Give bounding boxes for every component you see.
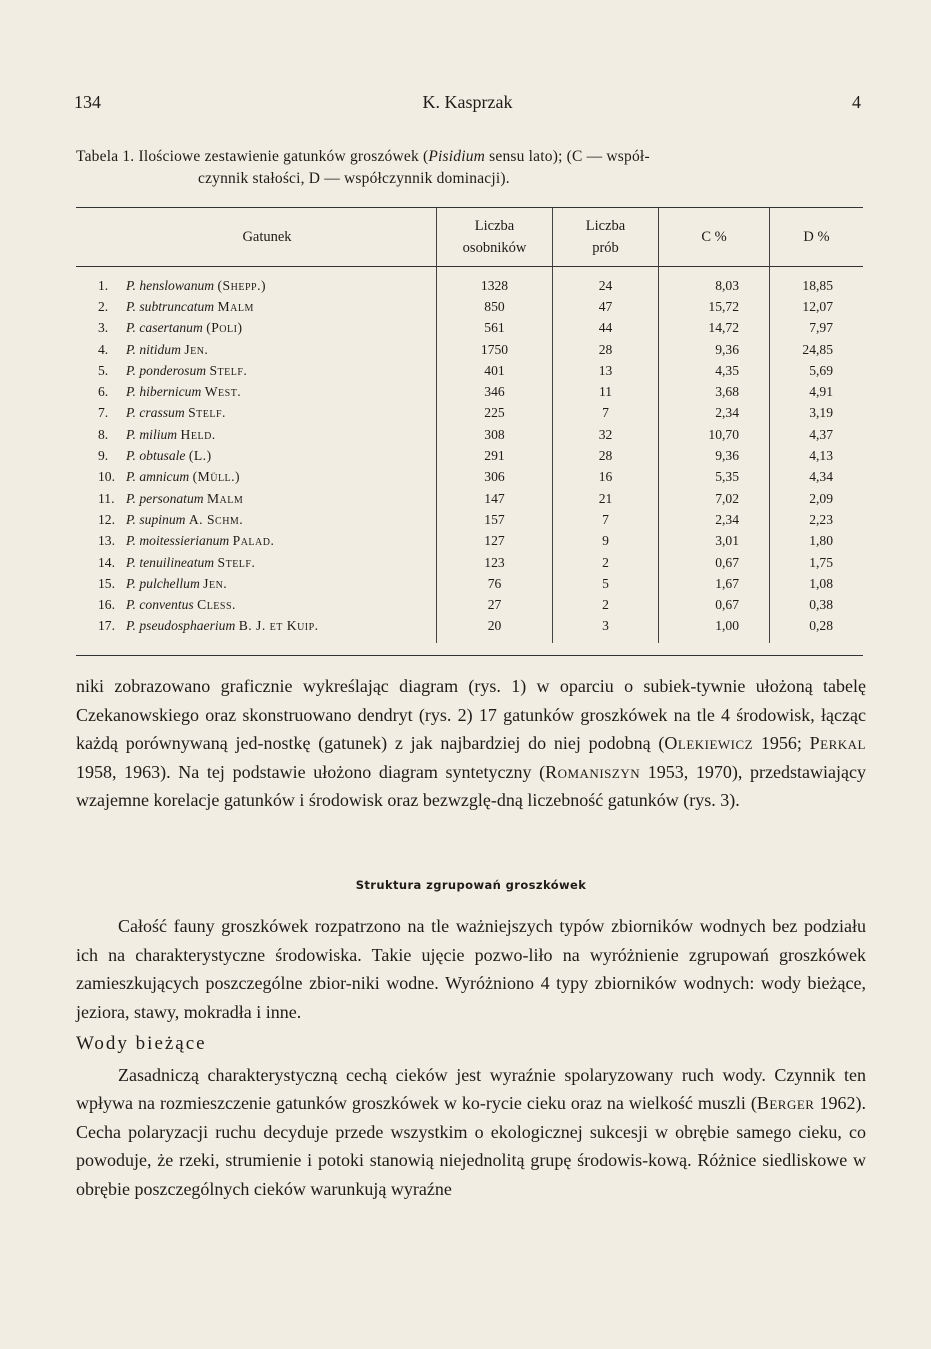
species-author: Malm — [206, 490, 244, 506]
species-name: pulchellum — [139, 575, 200, 591]
d-percent-cell: 24,85 — [770, 339, 864, 360]
d-percent-cell: 4,13 — [770, 445, 864, 466]
d-percent-cell: 3,19 — [770, 403, 864, 424]
c-percent-cell: 4,35 — [659, 360, 770, 381]
c-percent-cell: 5,35 — [659, 467, 770, 488]
samples-cell: 9 — [553, 531, 659, 552]
samples-cell: 7 — [553, 509, 659, 530]
species-name: hibernicum — [139, 384, 202, 400]
c-percent-cell: 15,72 — [659, 296, 770, 317]
species-name: supinum — [139, 511, 186, 527]
species-cell — [76, 616, 437, 643]
species-cell — [76, 381, 437, 402]
d-percent-cell: 5,69 — [770, 360, 864, 381]
species-name: ponderosum — [139, 362, 207, 378]
table-row — [76, 531, 863, 552]
individuals-cell: 123 — [437, 552, 553, 573]
species-name: henslowanum — [139, 277, 215, 293]
species-cell — [76, 552, 437, 573]
d-percent-cell: 2,23 — [770, 509, 864, 530]
species-author: Cless. — [197, 597, 236, 613]
genus: P. — [126, 298, 136, 314]
table-header-row — [76, 208, 863, 267]
species-cell — [76, 467, 437, 488]
individuals-cell: 20 — [437, 616, 553, 643]
c-percent-cell: 9,36 — [659, 339, 770, 360]
c-percent-cell: 1,00 — [659, 616, 770, 643]
species-author: Stelf. — [188, 405, 226, 421]
d-percent-cell: 12,07 — [770, 296, 864, 317]
individuals-cell: 561 — [437, 318, 553, 339]
species-author: Stelf. — [217, 554, 256, 570]
d-percent-cell: 7,97 — [770, 318, 864, 339]
species-table — [76, 207, 863, 643]
individuals-cell: 308 — [437, 424, 553, 445]
species-cell — [76, 445, 437, 466]
samples-cell: 7 — [553, 403, 659, 424]
caption-text-1: Tabela 1. Ilościowe zestawienie gatunków groszówek ( — [76, 148, 429, 165]
table-row — [76, 467, 863, 488]
individuals-cell: 850 — [437, 296, 553, 317]
samples-cell: 16 — [553, 467, 659, 488]
running-author: K. Kasprzak — [422, 92, 513, 112]
species-author: (Müll.) — [192, 469, 241, 485]
genus: P. — [126, 362, 136, 378]
species-name: conventus — [139, 597, 194, 613]
species-name: nitidum — [139, 341, 181, 357]
samples-cell: 5 — [553, 573, 659, 594]
c-percent-cell: 8,03 — [659, 267, 770, 297]
species-name: subtruncatum — [139, 298, 215, 314]
d-percent-cell: 4,37 — [770, 424, 864, 445]
species-cell — [76, 531, 437, 552]
c-percent-cell: 3,01 — [659, 531, 770, 552]
individuals-cell: 346 — [437, 381, 553, 402]
species-name: crassum — [139, 405, 185, 421]
c-percent-cell: 1,67 — [659, 573, 770, 594]
paragraph-3: Zasadniczą charakterystyczną cechą cieków jest wyraźnie spolaryzowany ruch wody. Czynnik ten wpływa na rozmieszczenie gatunków groszkówek w ko-rycie cieku oraz na wielkość muszli (Berger 1962). Cecha polaryzacji ruchu decyduje przede wszystkim o ekologicznej sukcesji w obrębie samego cieku, co powoduje, że rzeki, strumienie i potoki stanowią niejednolitą grupę środowis-kową. Różnice siedliskowe w obrębie poszczególnych cieków warunkują wyraźne — [76, 1064, 866, 1199]
row-number: 13. — [98, 533, 115, 549]
page-number: 134 — [74, 92, 101, 112]
subheading: Wody bieżące — [76, 1033, 207, 1054]
citation-author: Romaniszyn — [545, 761, 641, 782]
genus: P. — [126, 405, 136, 421]
table-row — [76, 296, 863, 317]
species-cell — [76, 509, 437, 530]
individuals-cell: 291 — [437, 445, 553, 466]
caption-text-2: sensu lato); (C — współ- — [485, 148, 650, 165]
species-author: (Poli) — [206, 320, 243, 336]
row-number: 12. — [98, 511, 115, 527]
individuals-cell: 225 — [437, 403, 553, 424]
citation-author: Olekiewicz — [664, 733, 754, 753]
individuals-cell: 1328 — [437, 267, 553, 297]
table-row — [76, 594, 863, 615]
species-author: B. J. et Kuip. — [238, 618, 319, 634]
table-row — [76, 318, 863, 339]
species-cell — [76, 296, 437, 317]
species-cell — [76, 424, 437, 445]
species-name: amnicum — [139, 469, 190, 485]
species-cell — [76, 403, 437, 424]
individuals-cell: 1750 — [437, 339, 553, 360]
genus: P. — [126, 533, 136, 549]
individuals-cell: 401 — [437, 360, 553, 381]
species-name: casertanum — [139, 320, 203, 336]
c-percent-cell: 2,34 — [659, 403, 770, 424]
table-row — [76, 573, 863, 594]
table-row — [76, 339, 863, 360]
samples-cell: 2 — [553, 594, 659, 615]
table-row — [76, 403, 863, 424]
samples-cell: 44 — [553, 318, 659, 339]
table-row — [76, 616, 863, 643]
d-percent-cell: 1,08 — [770, 573, 864, 594]
species-author: Jen. — [203, 575, 228, 591]
genus: P. — [126, 618, 136, 634]
table-row — [76, 552, 863, 573]
section-heading: Struktura zgrupowań groszkówek — [355, 878, 587, 892]
species-name: tenuilineatum — [139, 554, 215, 570]
table-row — [76, 488, 863, 509]
row-number: 15. — [98, 575, 115, 591]
species-name: personatum — [139, 490, 204, 506]
d-percent-cell: 1,80 — [770, 531, 864, 552]
row-number: 7. — [98, 405, 109, 421]
genus: P. — [126, 341, 136, 357]
table-bottom-rule — [76, 643, 863, 656]
row-number: 4. — [98, 341, 109, 357]
genus: P. — [126, 277, 136, 293]
row-number: 5. — [98, 362, 109, 378]
row-number: 16. — [98, 597, 115, 613]
species-name: milium — [139, 426, 178, 442]
species-cell — [76, 573, 437, 594]
individuals-cell: 147 — [437, 488, 553, 509]
genus: P. — [126, 554, 136, 570]
c-percent-cell: 7,02 — [659, 488, 770, 509]
species-cell — [76, 594, 437, 615]
d-percent-cell: 0,38 — [770, 594, 864, 615]
species-author: West. — [204, 384, 242, 400]
species-name: obtusale — [139, 448, 186, 464]
row-number: 6. — [98, 384, 109, 400]
samples-cell: 21 — [553, 488, 659, 509]
c-percent-cell: 10,70 — [659, 424, 770, 445]
c-percent-cell: 14,72 — [659, 318, 770, 339]
genus: P. — [126, 469, 136, 485]
species-cell — [76, 360, 437, 381]
issue-number: 4 — [852, 92, 861, 112]
samples-cell: 28 — [553, 445, 659, 466]
genus: P. — [126, 597, 136, 613]
row-number: 8. — [98, 426, 109, 442]
individuals-cell: 76 — [437, 573, 553, 594]
col-header-samples: Liczba prób — [553, 208, 659, 267]
col-header-c: C % — [659, 208, 770, 267]
row-number: 3. — [98, 320, 109, 336]
table-caption — [76, 146, 866, 190]
genus: P. — [126, 575, 136, 591]
genus: P. — [126, 448, 136, 464]
col-header-individuals: Liczba osobników — [437, 208, 553, 267]
row-number: 1. — [98, 277, 109, 293]
row-number: 2. — [98, 298, 109, 314]
citation-author: Berger — [756, 1093, 815, 1113]
samples-cell: 24 — [553, 267, 659, 297]
genus: P. — [126, 426, 136, 442]
row-number: 9. — [98, 448, 109, 464]
individuals-cell: 127 — [437, 531, 553, 552]
species-table-wrapper — [76, 207, 863, 656]
c-percent-cell: 0,67 — [659, 594, 770, 615]
species-author: Jen. — [184, 341, 209, 357]
col-header-species: Gatunek — [76, 208, 437, 267]
samples-cell: 3 — [553, 616, 659, 643]
species-author: A. Schm. — [188, 511, 244, 527]
d-percent-cell: 18,85 — [770, 267, 864, 297]
individuals-cell: 157 — [437, 509, 553, 530]
species-cell — [76, 318, 437, 339]
species-cell — [76, 267, 437, 297]
caption-line-2: czynnik stałości, D — współczynnik dominacji). — [198, 170, 510, 187]
samples-cell: 2 — [553, 552, 659, 573]
species-author: Stelf. — [209, 362, 248, 378]
individuals-cell: 27 — [437, 594, 553, 615]
species-author: Malm — [217, 298, 254, 314]
genus: P. — [126, 320, 136, 336]
species-cell — [76, 339, 437, 360]
species-name: pseudosphaerium — [139, 618, 236, 634]
c-percent-cell: 0,67 — [659, 552, 770, 573]
paragraph-1 — [76, 672, 866, 815]
d-percent-cell: 1,75 — [770, 552, 864, 573]
c-percent-cell: 9,36 — [659, 445, 770, 466]
row-number: 10. — [98, 469, 115, 485]
table-row — [76, 445, 863, 466]
paragraph-2: Całość fauny groszkówek rozpatrzono na tle ważniejszych typów zbiorników wodnych bez podziału ich na charakterystyczne środowiska. Takie ujęcie pozwo-liło na wyróżnienie zgrupowań groszkówek zamieszkujących poszczególne zbior-niki wodne. Wyróżniono 4 typy zbiorników wodnych: wody bieżące, jeziora, stawy, mokradła i inne. — [76, 916, 866, 1022]
paragraph-1-text: niki zobrazowano graficznie wykreślając diagram (rys. 1) w oparciu o subiek-tywnie ułożoną tabelę Czekanowskiego oraz skonstruowano dendryt (rys. 2) 17 gatunków groszkówek na tle 4 środowisk, łącząc każdą porównywaną jed-nostkę (gatunek) z jak najbardziej do niej podobną (Olekiewicz 1956; Perkal 1958, 1963). Na tej podstawie ułożono diagram syntetyczny (Romaniszyn 1953, 1970), przedstawiający wzajemne korelacje gatunków i środowisk oraz bezwzglę-dną liczebność gatunków (rys. 3). — [76, 676, 866, 810]
individuals-cell: 306 — [437, 467, 553, 488]
citation-author: Perkal — [809, 733, 866, 753]
species-name: moitessierianum — [139, 533, 230, 549]
table-row — [76, 381, 863, 402]
genus: P. — [126, 490, 136, 506]
d-percent-cell: 4,91 — [770, 381, 864, 402]
row-number: 14. — [98, 554, 115, 570]
running-header — [74, 92, 861, 116]
table-row — [76, 509, 863, 530]
species-cell — [76, 488, 437, 509]
row-number: 17. — [98, 618, 115, 634]
genus: P. — [126, 384, 136, 400]
d-percent-cell: 4,34 — [770, 467, 864, 488]
samples-cell: 32 — [553, 424, 659, 445]
row-number: 11. — [98, 490, 115, 506]
caption-genus: Pisidium — [428, 148, 486, 165]
d-percent-cell: 2,09 — [770, 488, 864, 509]
table-row — [76, 360, 863, 381]
c-percent-cell: 3,68 — [659, 381, 770, 402]
samples-cell: 28 — [553, 339, 659, 360]
species-author: (L.) — [188, 448, 212, 464]
species-author: (Shepp.) — [217, 277, 266, 293]
table-row — [76, 424, 863, 445]
d-percent-cell: 0,28 — [770, 616, 864, 643]
table-row — [76, 267, 863, 297]
samples-cell: 11 — [553, 381, 659, 402]
samples-cell: 13 — [553, 360, 659, 381]
c-percent-cell: 2,34 — [659, 509, 770, 530]
genus: P. — [126, 511, 136, 527]
samples-cell: 47 — [553, 296, 659, 317]
table-body — [76, 267, 863, 644]
species-author: Palad. — [232, 533, 275, 549]
body-section — [76, 912, 866, 1203]
species-author: Held. — [180, 426, 216, 442]
col-header-d: D % — [770, 208, 864, 267]
